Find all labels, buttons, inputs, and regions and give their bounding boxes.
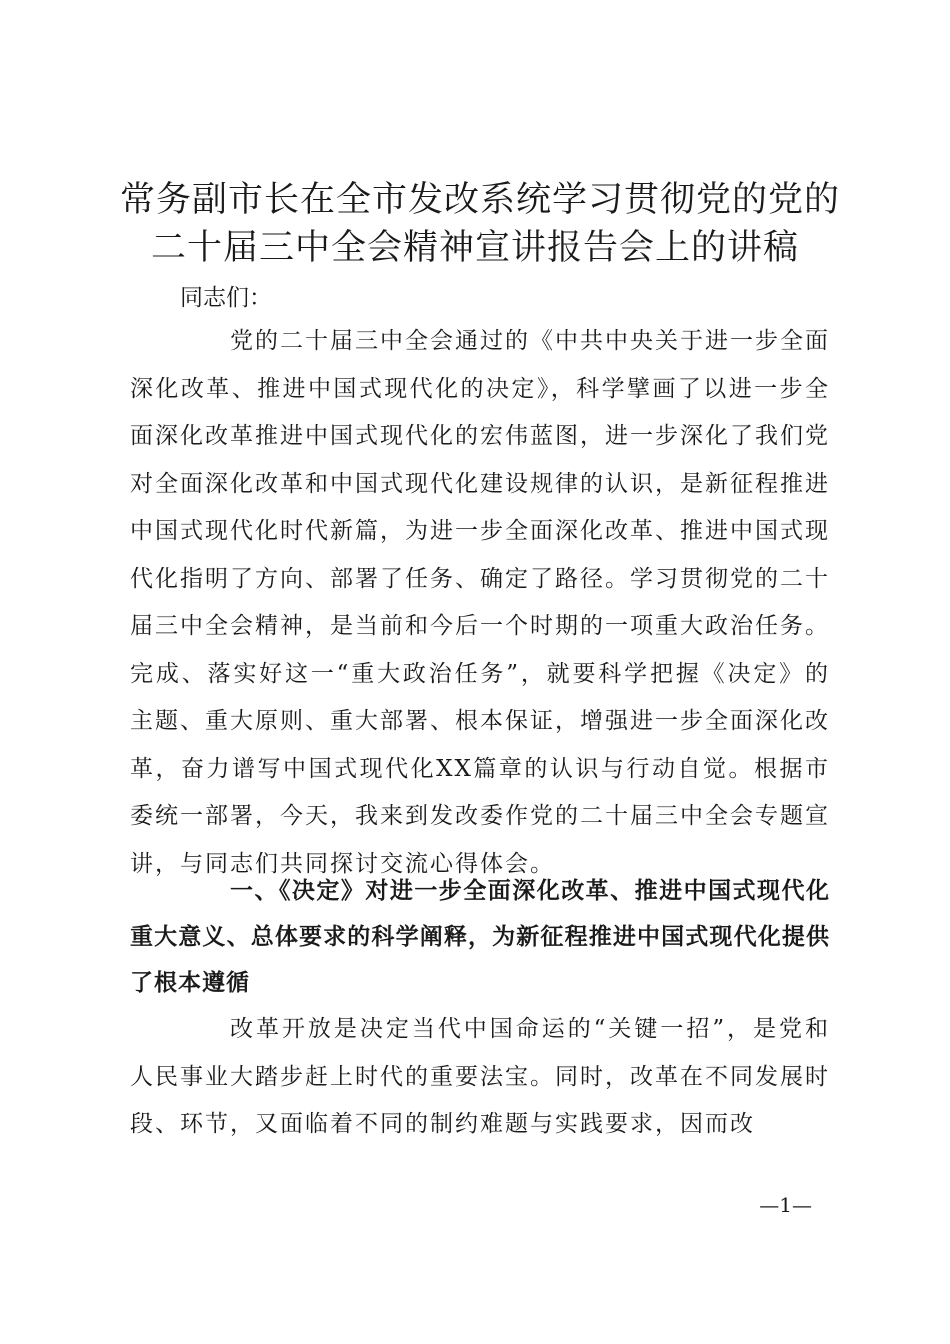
paragraph-section-1: 改革开放是决定当代中国命运的“关键一招”，是党和人民事业大踏步赶上时代的重要法宝。同时，改革在不同发展时段、环节，又面临着不同的制约难题与实践要求，因而改 [130, 1016, 830, 1137]
section-heading-1: 一、《决定》对进一步全面深化改革、推进中国式现代化重大意义、总体要求的科学阐释，为新征程推进中国式现代化提供了根本遵循 [130, 878, 830, 996]
title-line-1: 常务副市长在全市发改系统学习贯彻党的党的 [120, 180, 841, 220]
paragraph-intro: 党的二十届三中全会通过的《中共中央关于进一步全面深化改革、推进中国式现代化的决定》，科学擘画了以进一步全面深化改革推进中国式现代化的宏伟蓝图，进一步深化了我们党对全面深化改革和中国式现代化建设规律的认识，是新征程推进中国式现代化时代新篇，为进一步全面深化改革、推进中国式现代化指明了方向、部署了任务、确定了路径。学习贯彻党的二十届三中全会精神，是当前和今后一个时期的一项重大政治任务。完成、落实好这一“重大政治任务”，就要科学把握《决定》的主题、重大原则、重大部署、根本保证，增强进一步全面深化改革，奋力谱写中国式现代化XX篇章的认识与行动自觉。根据市委统一部署，今天，我来到发改委作党的二十届三中全会专题宣讲，与同志们共同探讨交流心得体会。 [130, 328, 830, 877]
document-title [120, 176, 841, 272]
title-line-2: 二十届三中全会精神宣讲报告会上的讲稿 [150, 228, 799, 268]
greeting: 同志们： [180, 285, 272, 311]
page-number: —1— [759, 1193, 812, 1217]
